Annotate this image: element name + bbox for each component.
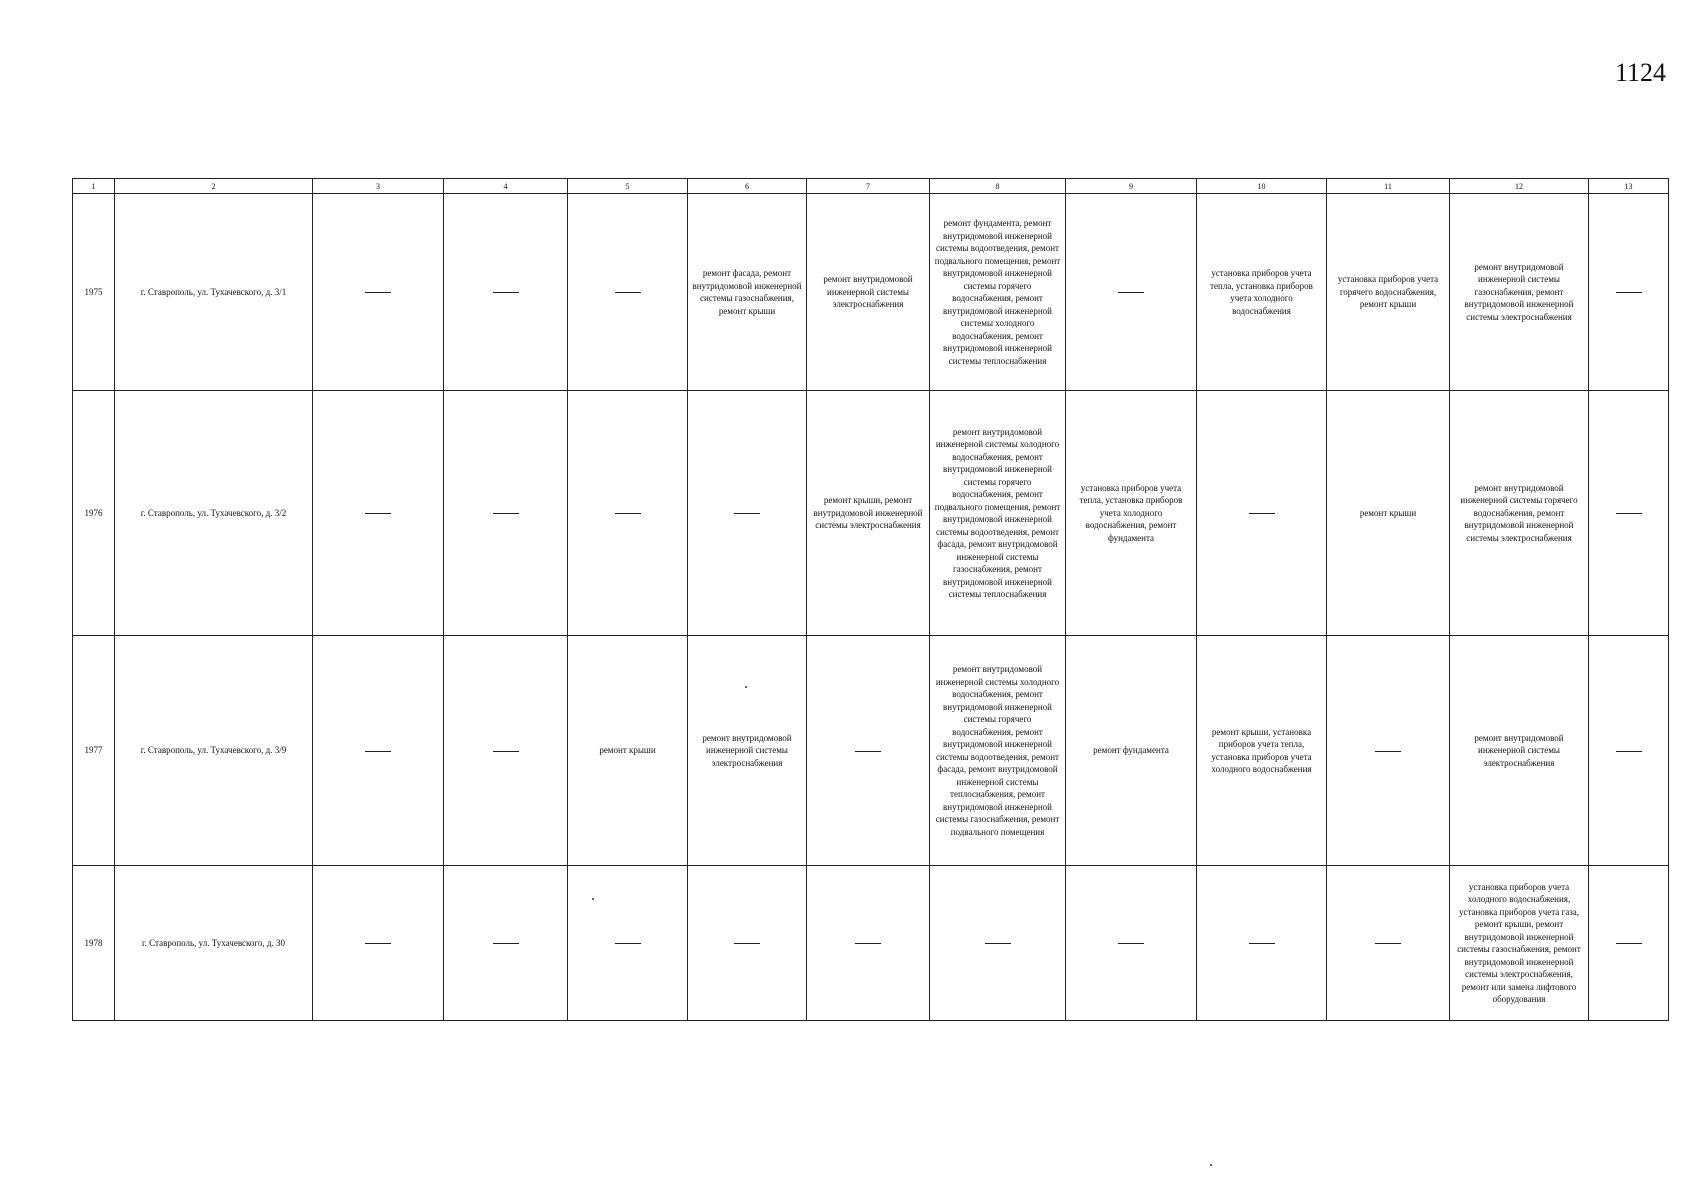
col-7-cell xyxy=(807,866,930,1021)
col-13-cell xyxy=(1589,866,1669,1021)
table-row xyxy=(73,636,1669,866)
column-number: 4 xyxy=(444,179,568,194)
col-3-cell xyxy=(313,194,444,391)
page-number: 1124 xyxy=(1614,58,1666,87)
repair-schedule-table xyxy=(72,178,1669,1021)
dash-mark xyxy=(855,943,881,944)
dash-mark xyxy=(615,943,641,944)
dash-mark xyxy=(493,513,519,514)
table-row xyxy=(73,391,1669,636)
col-4-cell xyxy=(444,866,568,1021)
address-cell: г. Ставрополь, ул. Тухачевского, д. 30 xyxy=(115,866,313,1021)
col-8-cell: ремонт фундамента, ремонт внутридомовой инженерной системы водоотведения, ремонт подвального помещения, ремонт внутридомовой инженерной системы горячего водоснабжения, ремонт внутридомовой инженерной системы холодного водоснабжения, ремонт внутридомовой инженерной системы теплоснабжения xyxy=(930,194,1066,391)
dash-mark xyxy=(1616,292,1642,293)
col-3-cell xyxy=(313,391,444,636)
col-10-cell: установка приборов учета тепла, установка приборов учета холодного водоснабжения xyxy=(1197,194,1327,391)
dash-mark xyxy=(855,751,881,752)
table-row xyxy=(73,194,1669,391)
col-10-cell: ремонт крыши, установка приборов учета тепла, установка приборов учета холодного водоснабжения xyxy=(1197,636,1327,866)
col-3-cell xyxy=(313,866,444,1021)
col-13-cell xyxy=(1589,194,1669,391)
col-13-cell xyxy=(1589,636,1669,866)
table-row xyxy=(73,866,1669,1021)
column-number: 8 xyxy=(930,179,1066,194)
col-13-cell xyxy=(1589,391,1669,636)
col-7-cell: ремонт крыши, ремонт внутридомовой инженерной системы электроснабжения xyxy=(807,391,930,636)
col-11-cell xyxy=(1327,636,1450,866)
col-12-cell: ремонт внутридомовой инженерной системы газоснабжения, ремонт внутридомовой инженерной системы электроснабжения xyxy=(1450,194,1589,391)
row-number: 1978 xyxy=(73,866,115,1021)
scan-speck xyxy=(592,898,594,900)
row-number: 1975 xyxy=(73,194,115,391)
dash-mark xyxy=(1249,513,1275,514)
column-number: 3 xyxy=(313,179,444,194)
column-number: 5 xyxy=(568,179,688,194)
dash-mark xyxy=(615,513,641,514)
column-number: 10 xyxy=(1197,179,1327,194)
dash-mark xyxy=(365,943,391,944)
col-4-cell xyxy=(444,636,568,866)
dash-mark xyxy=(493,751,519,752)
column-number: 7 xyxy=(807,179,930,194)
column-number: 2 xyxy=(115,179,313,194)
row-number: 1977 xyxy=(73,636,115,866)
col-6-cell: ремонт внутридомовой инженерной системы электроснабжения xyxy=(688,636,807,866)
col-12-cell: ремонт внутридомовой инженерной системы горячего водоснабжения, ремонт внутридомовой инженерной системы электроснабжения xyxy=(1450,391,1589,636)
col-3-cell xyxy=(313,636,444,866)
scan-speck xyxy=(745,686,747,688)
col-11-cell: ремонт крыши xyxy=(1327,391,1450,636)
col-7-cell: ремонт внутридомовой инженерной системы электроснабжения xyxy=(807,194,930,391)
dash-mark xyxy=(985,943,1011,944)
column-number: 11 xyxy=(1327,179,1450,194)
row-number: 1976 xyxy=(73,391,115,636)
col-6-cell: ремонт фасада, ремонт внутридомовой инженерной системы газоснабжения, ремонт крыши xyxy=(688,194,807,391)
col-9-cell xyxy=(1066,194,1197,391)
col-8-cell: ремонт внутридомовой инженерной системы холодного водоснабжения, ремонт внутридомовой инженерной системы горячего водоснабжения, ремонт подвального помещения, ремонт внутридомовой инженерной системы водоотведения, ремонт фасада, ремонт внутридомовой инженерной системы газоснабжения, ремонт внутридомовой инженерной системы теплоснабжения xyxy=(930,391,1066,636)
col-5-cell xyxy=(568,391,688,636)
col-5-cell xyxy=(568,866,688,1021)
col-11-cell: установка приборов учета горячего водоснабжения, ремонт крыши xyxy=(1327,194,1450,391)
dash-mark xyxy=(493,943,519,944)
column-number: 1 xyxy=(73,179,115,194)
col-10-cell xyxy=(1197,391,1327,636)
col-8-cell: ремонт внутридомовой инженерной системы холодного водоснабжения, ремонт внутридомовой инженерной системы горячего водоснабжения, ремонт внутридомовой инженерной системы водоотведения, ремонт фасада, ремонт внутридомовой инженерной системы теплоснабжения, ремонт внутридомовой инженерной системы газоснабжения, ремонт подвального помещения xyxy=(930,636,1066,866)
col-6-cell xyxy=(688,391,807,636)
address-cell: г. Ставрополь, ул. Тухачевского, д. 3/9 xyxy=(115,636,313,866)
col-7-cell xyxy=(807,636,930,866)
dash-mark xyxy=(734,513,760,514)
col-6-cell xyxy=(688,866,807,1021)
dash-mark xyxy=(365,513,391,514)
dash-mark xyxy=(1375,751,1401,752)
column-number: 6 xyxy=(688,179,807,194)
dash-mark xyxy=(1616,513,1642,514)
col-8-cell xyxy=(930,866,1066,1021)
dash-mark xyxy=(1375,943,1401,944)
dash-mark xyxy=(365,292,391,293)
address-cell: г. Ставрополь, ул. Тухачевского, д. 3/2 xyxy=(115,391,313,636)
dash-mark xyxy=(1118,943,1144,944)
col-4-cell xyxy=(444,391,568,636)
dash-mark xyxy=(615,292,641,293)
scan-speck xyxy=(1210,1164,1212,1166)
col-10-cell xyxy=(1197,866,1327,1021)
dash-mark xyxy=(1118,292,1144,293)
col-5-cell: ремонт крыши xyxy=(568,636,688,866)
col-9-cell: ремонт фундамента xyxy=(1066,636,1197,866)
dash-mark xyxy=(1616,751,1642,752)
column-number: 9 xyxy=(1066,179,1197,194)
col-12-cell: ремонт внутридомовой инженерной системы электроснабжения xyxy=(1450,636,1589,866)
col-11-cell xyxy=(1327,866,1450,1021)
dash-mark xyxy=(1249,943,1275,944)
column-number: 13 xyxy=(1589,179,1669,194)
column-number-row xyxy=(73,179,1669,194)
dash-mark xyxy=(365,751,391,752)
dash-mark xyxy=(1616,943,1642,944)
column-number: 12 xyxy=(1450,179,1589,194)
col-4-cell xyxy=(444,194,568,391)
address-cell: г. Ставрополь, ул. Тухачевского, д. 3/1 xyxy=(115,194,313,391)
col-5-cell xyxy=(568,194,688,391)
col-9-cell: установка приборов учета тепла, установка приборов учета холодного водоснабжения, ремонт фундамента xyxy=(1066,391,1197,636)
col-12-cell: установка приборов учета холодного водоснабжения, установка приборов учета газа, ремонт крыши, ремонт внутридомовой инженерной системы газоснабжения, ремонт внутридомовой инженерной системы электроснабжения, ремонт или замена лифтового оборудования xyxy=(1450,866,1589,1021)
dash-mark xyxy=(493,292,519,293)
dash-mark xyxy=(734,943,760,944)
col-9-cell xyxy=(1066,866,1197,1021)
